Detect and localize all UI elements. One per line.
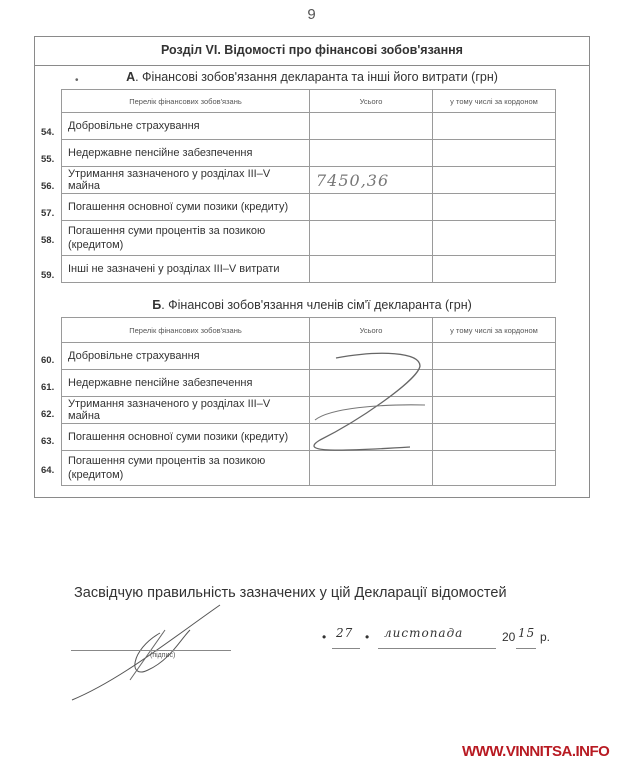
table-header bbox=[62, 318, 556, 343]
row-number: 60. bbox=[41, 355, 55, 366]
abroad-cell bbox=[433, 451, 556, 486]
date-day-underline bbox=[332, 648, 360, 649]
total-cell: 7450,36 bbox=[310, 167, 433, 194]
total-cell bbox=[310, 194, 433, 221]
abroad-cell bbox=[433, 343, 556, 370]
row-number: 64. bbox=[41, 465, 55, 476]
column-header: у тому числі за кордоном bbox=[433, 90, 556, 113]
table-row bbox=[62, 370, 556, 397]
part-b-letter: Б bbox=[152, 298, 162, 312]
table-row bbox=[62, 113, 556, 140]
abroad-cell bbox=[433, 221, 556, 256]
total-cell bbox=[310, 397, 433, 424]
page-number: 9 bbox=[307, 6, 316, 23]
row-number: 63. bbox=[41, 436, 55, 447]
date-suffix: р. bbox=[540, 630, 551, 644]
signature-line bbox=[71, 650, 231, 651]
signature-stroke bbox=[72, 605, 220, 700]
row-label: Утримання зазначеного у розділах III–V майна bbox=[62, 167, 310, 194]
table-row bbox=[62, 140, 556, 167]
part-b-title bbox=[35, 298, 589, 312]
abroad-cell bbox=[433, 256, 556, 283]
financial-obligations-section bbox=[34, 36, 590, 498]
date-year-underline bbox=[516, 648, 536, 649]
abroad-cell bbox=[433, 194, 556, 221]
part-b-table bbox=[61, 317, 556, 486]
total-cell bbox=[310, 424, 433, 451]
part-a-letter: А bbox=[126, 70, 136, 84]
date-month-underline bbox=[378, 648, 496, 649]
table-row bbox=[62, 221, 556, 256]
row-number: 58. bbox=[41, 235, 55, 246]
table-row bbox=[62, 194, 556, 221]
total-cell bbox=[310, 343, 433, 370]
row-number: 61. bbox=[41, 382, 55, 393]
column-header: Усього bbox=[310, 318, 433, 343]
row-number: 56. bbox=[41, 181, 55, 192]
signature-label: (підпис) bbox=[150, 652, 176, 659]
date-day: 27 bbox=[336, 626, 354, 640]
row-number: 57. bbox=[41, 208, 55, 219]
table-row bbox=[62, 397, 556, 424]
total-cell bbox=[310, 370, 433, 397]
part-a-table bbox=[61, 89, 556, 283]
table-row bbox=[62, 343, 556, 370]
table-header bbox=[62, 90, 556, 113]
abroad-cell bbox=[433, 167, 556, 194]
date-bullet: • bbox=[365, 630, 370, 644]
part-a-title-text: . Фінансові зобов'язання декларанта та інші його витрати (грн) bbox=[135, 70, 498, 84]
row-label: Погашення суми процентів за позикою (кредитом) bbox=[62, 221, 310, 256]
total-cell bbox=[310, 451, 433, 486]
stray-mark: • bbox=[75, 75, 79, 86]
row-number: 55. bbox=[41, 154, 55, 165]
abroad-cell bbox=[433, 113, 556, 140]
section-title: Розділ VI. Відомості про фінансові зобов'язання bbox=[35, 37, 589, 66]
date-bullet: • bbox=[322, 630, 327, 644]
date-year: 15 bbox=[518, 626, 536, 640]
row-label: Погашення основної суми позики (кредиту) bbox=[62, 194, 310, 221]
attestation-text: Засвідчую правильність зазначених у цій Декларації відомостей bbox=[74, 585, 507, 601]
table-row bbox=[62, 451, 556, 486]
abroad-cell bbox=[433, 370, 556, 397]
table-row bbox=[62, 424, 556, 451]
total-cell bbox=[310, 221, 433, 256]
row-label: Погашення суми процентів за позикою (кредитом) bbox=[62, 451, 310, 486]
part-b-title-text: . Фінансові зобов'язання членів сім'ї декларанта (грн) bbox=[161, 298, 472, 312]
column-header: Перелік фінансових зобов'язань bbox=[62, 90, 310, 113]
column-header: Перелік фінансових зобов'язань bbox=[62, 318, 310, 343]
table-row bbox=[62, 256, 556, 283]
part-a-title bbox=[35, 70, 589, 84]
site-watermark: WWW.VINNITSA.INFO bbox=[462, 743, 610, 760]
total-cell bbox=[310, 256, 433, 283]
table-row bbox=[62, 167, 556, 194]
row-label: Добровільне страхування bbox=[62, 113, 310, 140]
total-cell bbox=[310, 113, 433, 140]
row-label: Добровільне страхування bbox=[62, 343, 310, 370]
row-label: Інші не зазначені у розділах III–V витрати bbox=[62, 256, 310, 283]
column-header: Усього bbox=[310, 90, 433, 113]
date-month: листопада bbox=[384, 626, 464, 640]
abroad-cell bbox=[433, 424, 556, 451]
date-year-prefix: 20 bbox=[502, 630, 516, 644]
row-label: Погашення основної суми позики (кредиту) bbox=[62, 424, 310, 451]
row-number: 59. bbox=[41, 270, 55, 281]
row-number: 62. bbox=[41, 409, 55, 420]
row-number: 54. bbox=[41, 127, 55, 138]
row-label: Недержавне пенсійне забезпечення bbox=[62, 370, 310, 397]
row-label: Недержавне пенсійне забезпечення bbox=[62, 140, 310, 167]
total-cell bbox=[310, 140, 433, 167]
column-header: у тому числі за кордоном bbox=[433, 318, 556, 343]
row-label: Утримання зазначеного у розділах III–V майна bbox=[62, 397, 310, 424]
abroad-cell bbox=[433, 397, 556, 424]
abroad-cell bbox=[433, 140, 556, 167]
